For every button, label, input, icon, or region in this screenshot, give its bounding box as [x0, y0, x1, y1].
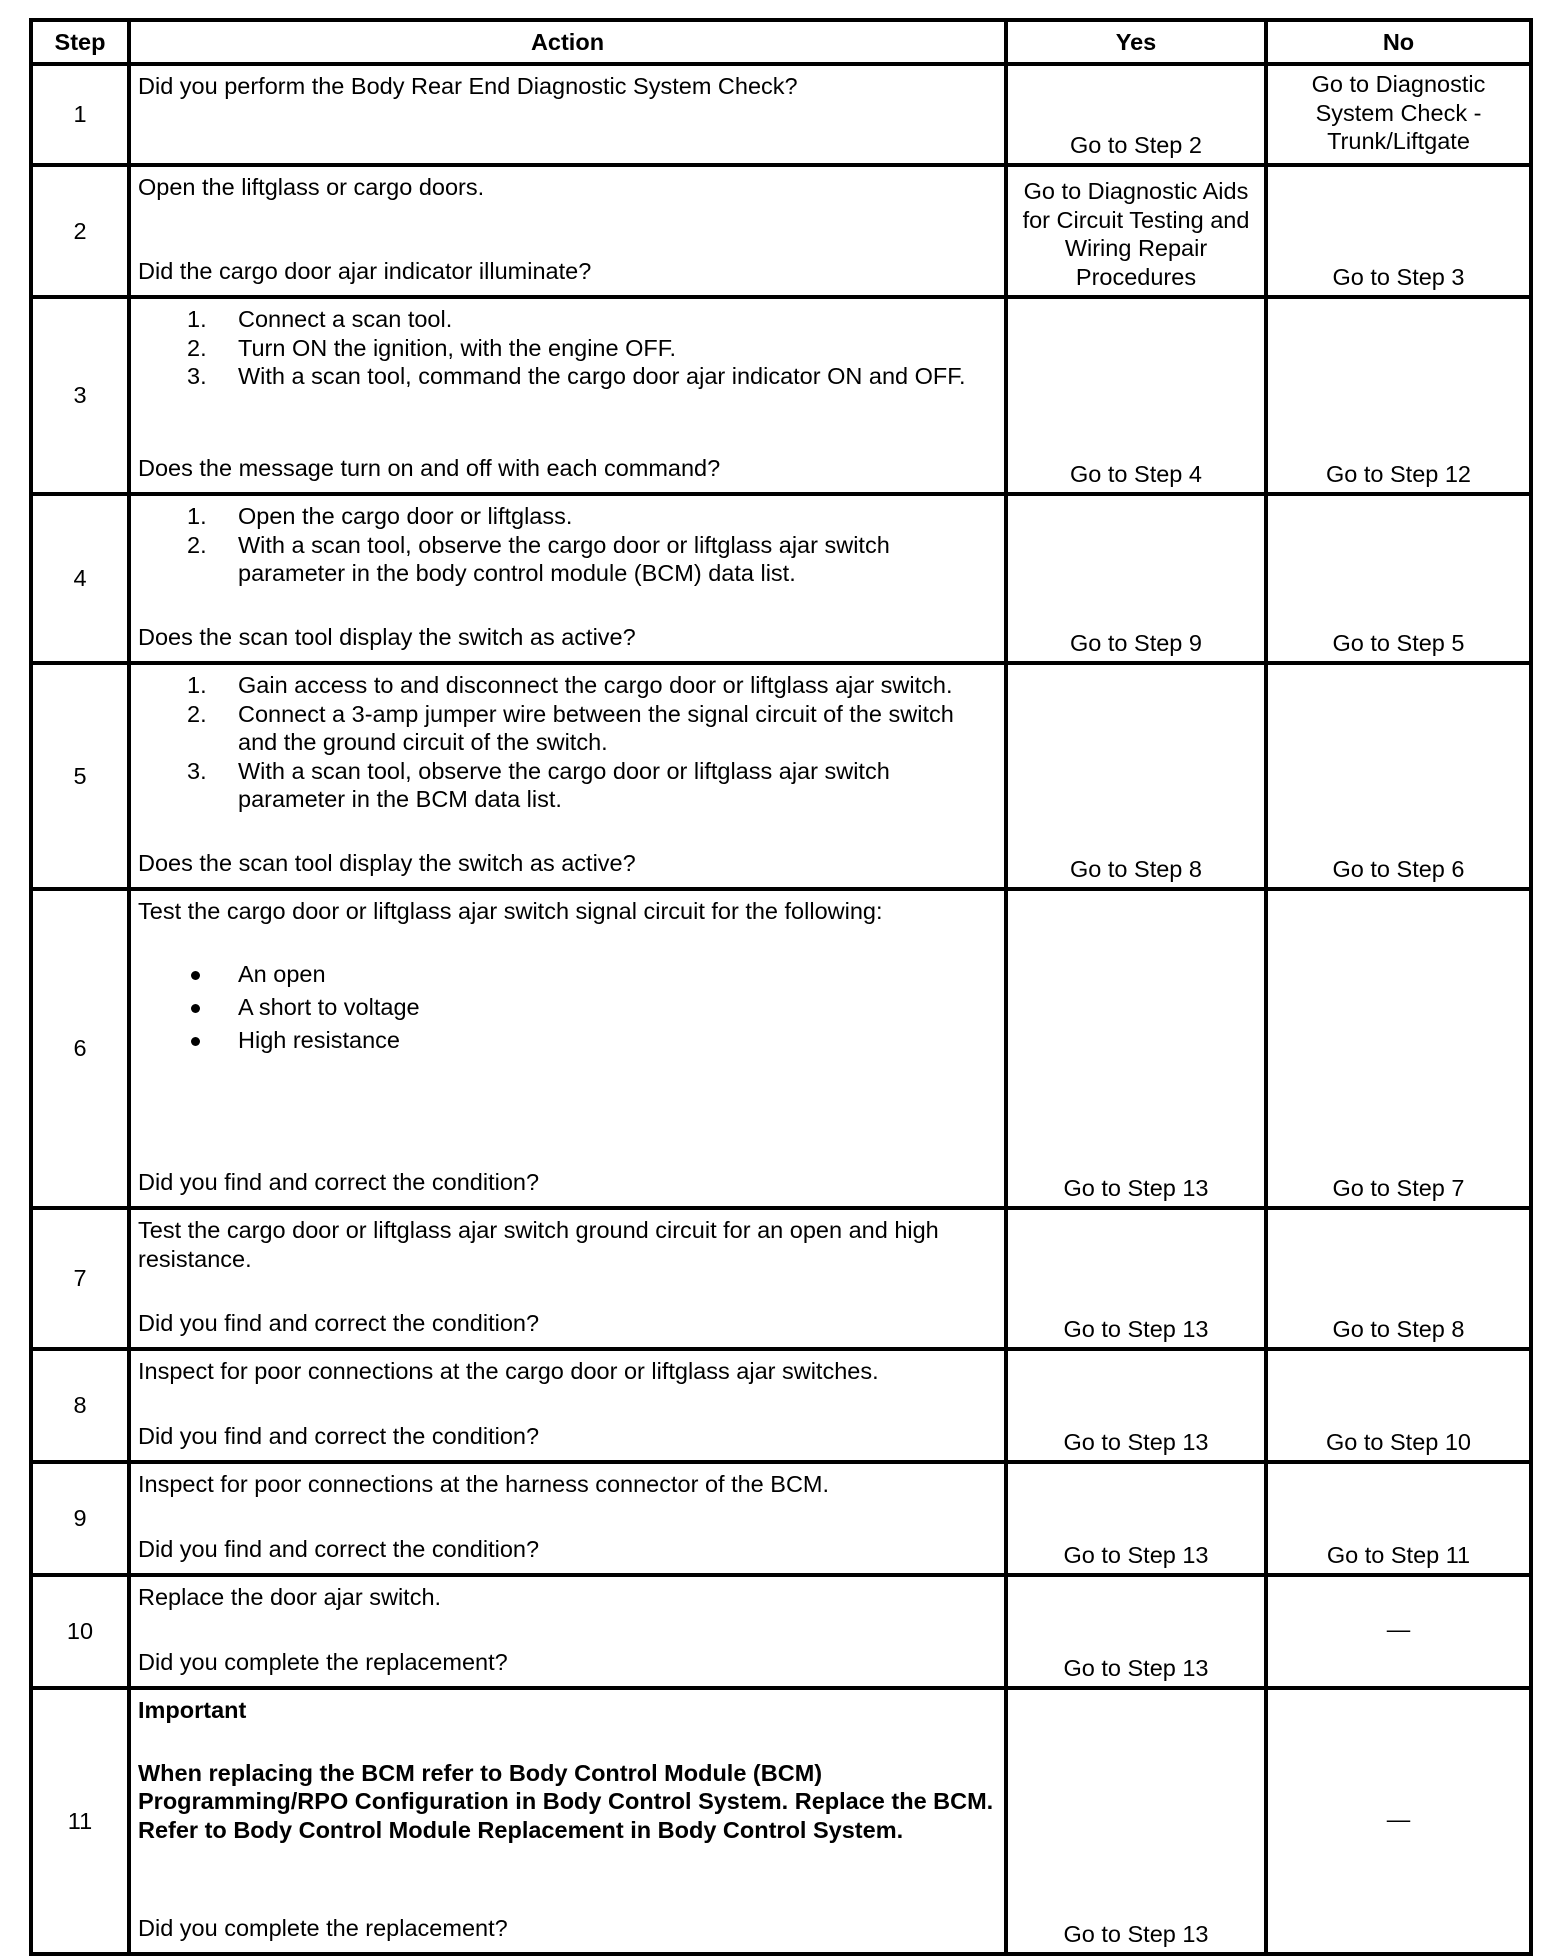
- no-cell: [1266, 1575, 1531, 1688]
- action-text: Did you perform the Body Rear End Diagnostic System Check?: [138, 73, 798, 99]
- step-number: 11: [31, 1688, 129, 1954]
- step-number: 5: [31, 663, 129, 889]
- procedure-item: [138, 671, 998, 700]
- header-row: [31, 20, 1531, 64]
- table-row: [31, 165, 1531, 297]
- procedure-item-number: 1.: [187, 503, 207, 529]
- important-label: Important: [138, 1697, 247, 1723]
- no-cell: [1266, 64, 1531, 165]
- step-number: 2: [31, 165, 129, 297]
- yes-cell: [1006, 1462, 1266, 1575]
- no-cell: [1266, 889, 1531, 1208]
- action-cell: [129, 1208, 1006, 1349]
- procedure-list: [138, 305, 998, 391]
- question-text: Did you complete the replacement?: [138, 1648, 508, 1675]
- no-target: Go to Step 3: [1332, 263, 1465, 290]
- yes-target: Go to Step 13: [1063, 1920, 1209, 1947]
- yes-target: Go to Step 2: [1070, 131, 1202, 158]
- action-cell: [129, 64, 1006, 165]
- procedure-item: [138, 334, 998, 363]
- yes-target: Go to Step 13: [1063, 1654, 1209, 1681]
- condition-item-text: A short to voltage: [238, 993, 420, 1020]
- bullet-icon: [191, 1004, 200, 1013]
- table-row: [31, 297, 1531, 494]
- header-action: Action: [129, 20, 1006, 64]
- question-text: Does the message turn on and off with each command?: [138, 454, 721, 481]
- yes-target: Go to Step 13: [1063, 1428, 1209, 1455]
- action-text: Test the cargo door or liftglass ajar switch signal circuit for the following:: [138, 898, 883, 924]
- procedure-item-text: With a scan tool, observe the cargo door or liftglass ajar switch parameter in the body control module (BCM) data list.: [238, 531, 890, 586]
- no-cell: [1266, 165, 1531, 297]
- header-step: Step: [31, 20, 129, 64]
- step-number: 10: [31, 1575, 129, 1688]
- condition-list: [138, 958, 998, 1057]
- procedure-item: [138, 362, 998, 391]
- procedure-item-text: Gain access to and disconnect the cargo door or liftglass ajar switch.: [238, 672, 953, 698]
- yes-target: Go to Step 9: [1070, 629, 1202, 656]
- important-note: When replacing the BCM refer to Body Control Module (BCM) Programming/RPO Configuration in Body Control System. Replace the BCM. Refer to Body Control Module Replacement in Body Control System.: [138, 1759, 994, 1843]
- no-cell: [1266, 663, 1531, 889]
- step-number: 4: [31, 494, 129, 663]
- action-cell: [129, 1349, 1006, 1462]
- yes-cell: [1006, 1575, 1266, 1688]
- yes-cell: [1006, 1349, 1266, 1462]
- no-cell: [1266, 1462, 1531, 1575]
- table-row: [31, 494, 1531, 663]
- yes-cell: [1006, 663, 1266, 889]
- action-cell: [129, 663, 1006, 889]
- action-text: Test the cargo door or liftglass ajar switch ground circuit for an open and high resistance.: [138, 1217, 939, 1272]
- yes-target: Go to Step 4: [1070, 460, 1202, 487]
- no-target: Go to Step 12: [1325, 460, 1472, 487]
- question-text: Did you find and correct the condition?: [138, 1309, 540, 1336]
- procedure-item-number: 3.: [187, 757, 207, 784]
- table-body: [31, 64, 1531, 1954]
- action-cell: [129, 494, 1006, 663]
- table-row: [31, 1462, 1531, 1575]
- procedure-item-text: With a scan tool, command the cargo door ajar indicator ON and OFF.: [238, 363, 966, 389]
- diagnostic-table: [29, 18, 1533, 1956]
- procedure-item: [138, 531, 998, 588]
- condition-item: [138, 1024, 998, 1057]
- step-number: 3: [31, 297, 129, 494]
- procedure-item-number: 3.: [187, 363, 207, 389]
- action-text: Inspect for poor connections at the harness connector of the BCM.: [138, 1471, 830, 1497]
- question-text: Did you find and correct the condition?: [138, 1535, 540, 1562]
- action-cell: [129, 1462, 1006, 1575]
- condition-item-text: High resistance: [238, 1026, 400, 1053]
- action-cell: [129, 1688, 1006, 1954]
- bullet-icon: [191, 971, 200, 980]
- no-cell: [1266, 1208, 1531, 1349]
- no-target: Go to Step 5: [1332, 629, 1465, 656]
- no-cell: [1266, 1688, 1531, 1954]
- step-number: 6: [31, 889, 129, 1208]
- yes-target: Go to Step 13: [1063, 1174, 1209, 1201]
- yes-cell: [1006, 1208, 1266, 1349]
- yes-cell: [1006, 1688, 1266, 1954]
- procedure-item-number: 1.: [187, 306, 207, 332]
- yes-target: Go to Step 13: [1063, 1315, 1209, 1342]
- procedure-item: [138, 305, 998, 334]
- yes-cell: [1006, 165, 1266, 297]
- header-no: No: [1266, 20, 1531, 64]
- question-text: Did the cargo door ajar indicator illuminate?: [138, 257, 592, 284]
- procedure-list: [138, 671, 998, 814]
- action-text: Open the liftglass or cargo doors.: [138, 174, 485, 200]
- table-row: [31, 889, 1531, 1208]
- question-text: Did you find and correct the condition?: [138, 1422, 540, 1449]
- action-cell: [129, 889, 1006, 1208]
- procedure-item: [138, 502, 998, 531]
- question-text: Does the scan tool display the switch as active?: [138, 849, 636, 876]
- no-target: —: [1386, 1805, 1411, 1832]
- yes-cell: [1006, 297, 1266, 494]
- action-cell: [129, 1575, 1006, 1688]
- table-row: [31, 663, 1531, 889]
- condition-item-text: An open: [238, 960, 326, 987]
- question-text: Did you find and correct the condition?: [138, 1168, 540, 1195]
- action-cell: [129, 165, 1006, 297]
- question-text: Does the scan tool display the switch as active?: [138, 623, 636, 650]
- step-number: 1: [31, 64, 129, 165]
- step-number: 7: [31, 1208, 129, 1349]
- yes-cell: [1006, 494, 1266, 663]
- yes-cell: [1006, 889, 1266, 1208]
- table-row: [31, 1208, 1531, 1349]
- condition-item: [138, 991, 998, 1024]
- procedure-item-text: With a scan tool, observe the cargo door or liftglass ajar switch parameter in the BCM data list.: [238, 757, 890, 812]
- procedure-item-text: Connect a scan tool.: [238, 306, 453, 332]
- no-target: Go to Step 10: [1325, 1428, 1472, 1455]
- yes-cell: [1006, 64, 1266, 165]
- action-cell: [129, 297, 1006, 494]
- table-row: [31, 1688, 1531, 1954]
- no-target: Go to Step 8: [1332, 1315, 1465, 1342]
- header-yes: Yes: [1006, 20, 1266, 64]
- procedure-item: [138, 700, 998, 757]
- no-target: Go to Diagnostic System Check - Trunk/Liftgate: [1311, 71, 1486, 154]
- procedure-item-text: Turn ON the ignition, with the engine OFF.: [238, 334, 677, 361]
- no-cell: [1266, 1349, 1531, 1462]
- no-target: —: [1386, 1616, 1411, 1643]
- yes-target: Go to Step 8: [1070, 855, 1202, 882]
- step-number: 9: [31, 1462, 129, 1575]
- step-number: 8: [31, 1349, 129, 1462]
- table-row: [31, 1575, 1531, 1688]
- action-text: Inspect for poor connections at the cargo door or liftglass ajar switches.: [138, 1358, 879, 1384]
- procedure-item: [138, 757, 998, 814]
- no-cell: [1266, 494, 1531, 663]
- procedure-item-number: 2.: [187, 531, 207, 558]
- yes-target: Go to Diagnostic Aids for Circuit Testing and Wiring Repair Procedures: [1022, 178, 1250, 290]
- question-text: Did you complete the replacement?: [138, 1914, 508, 1941]
- bullet-icon: [191, 1037, 200, 1046]
- procedure-item-number: 2.: [187, 700, 207, 727]
- table-row: [31, 64, 1531, 165]
- condition-item: [138, 958, 998, 991]
- procedure-item-text: Open the cargo door or liftglass.: [238, 503, 573, 529]
- procedure-item-text: Connect a 3-amp jumper wire between the signal circuit of the switch and the ground circuit of the switch.: [238, 700, 954, 755]
- table-row: [31, 1349, 1531, 1462]
- no-target: Go to Step 11: [1326, 1541, 1471, 1568]
- yes-target: Go to Step 13: [1063, 1541, 1209, 1568]
- action-text: Replace the door ajar switch.: [138, 1584, 442, 1610]
- no-target: Go to Step 7: [1332, 1174, 1465, 1201]
- no-cell: [1266, 297, 1531, 494]
- procedure-item-number: 1.: [187, 672, 207, 698]
- procedure-list: [138, 502, 998, 588]
- no-target: Go to Step 6: [1332, 855, 1465, 882]
- procedure-item-number: 2.: [187, 334, 207, 361]
